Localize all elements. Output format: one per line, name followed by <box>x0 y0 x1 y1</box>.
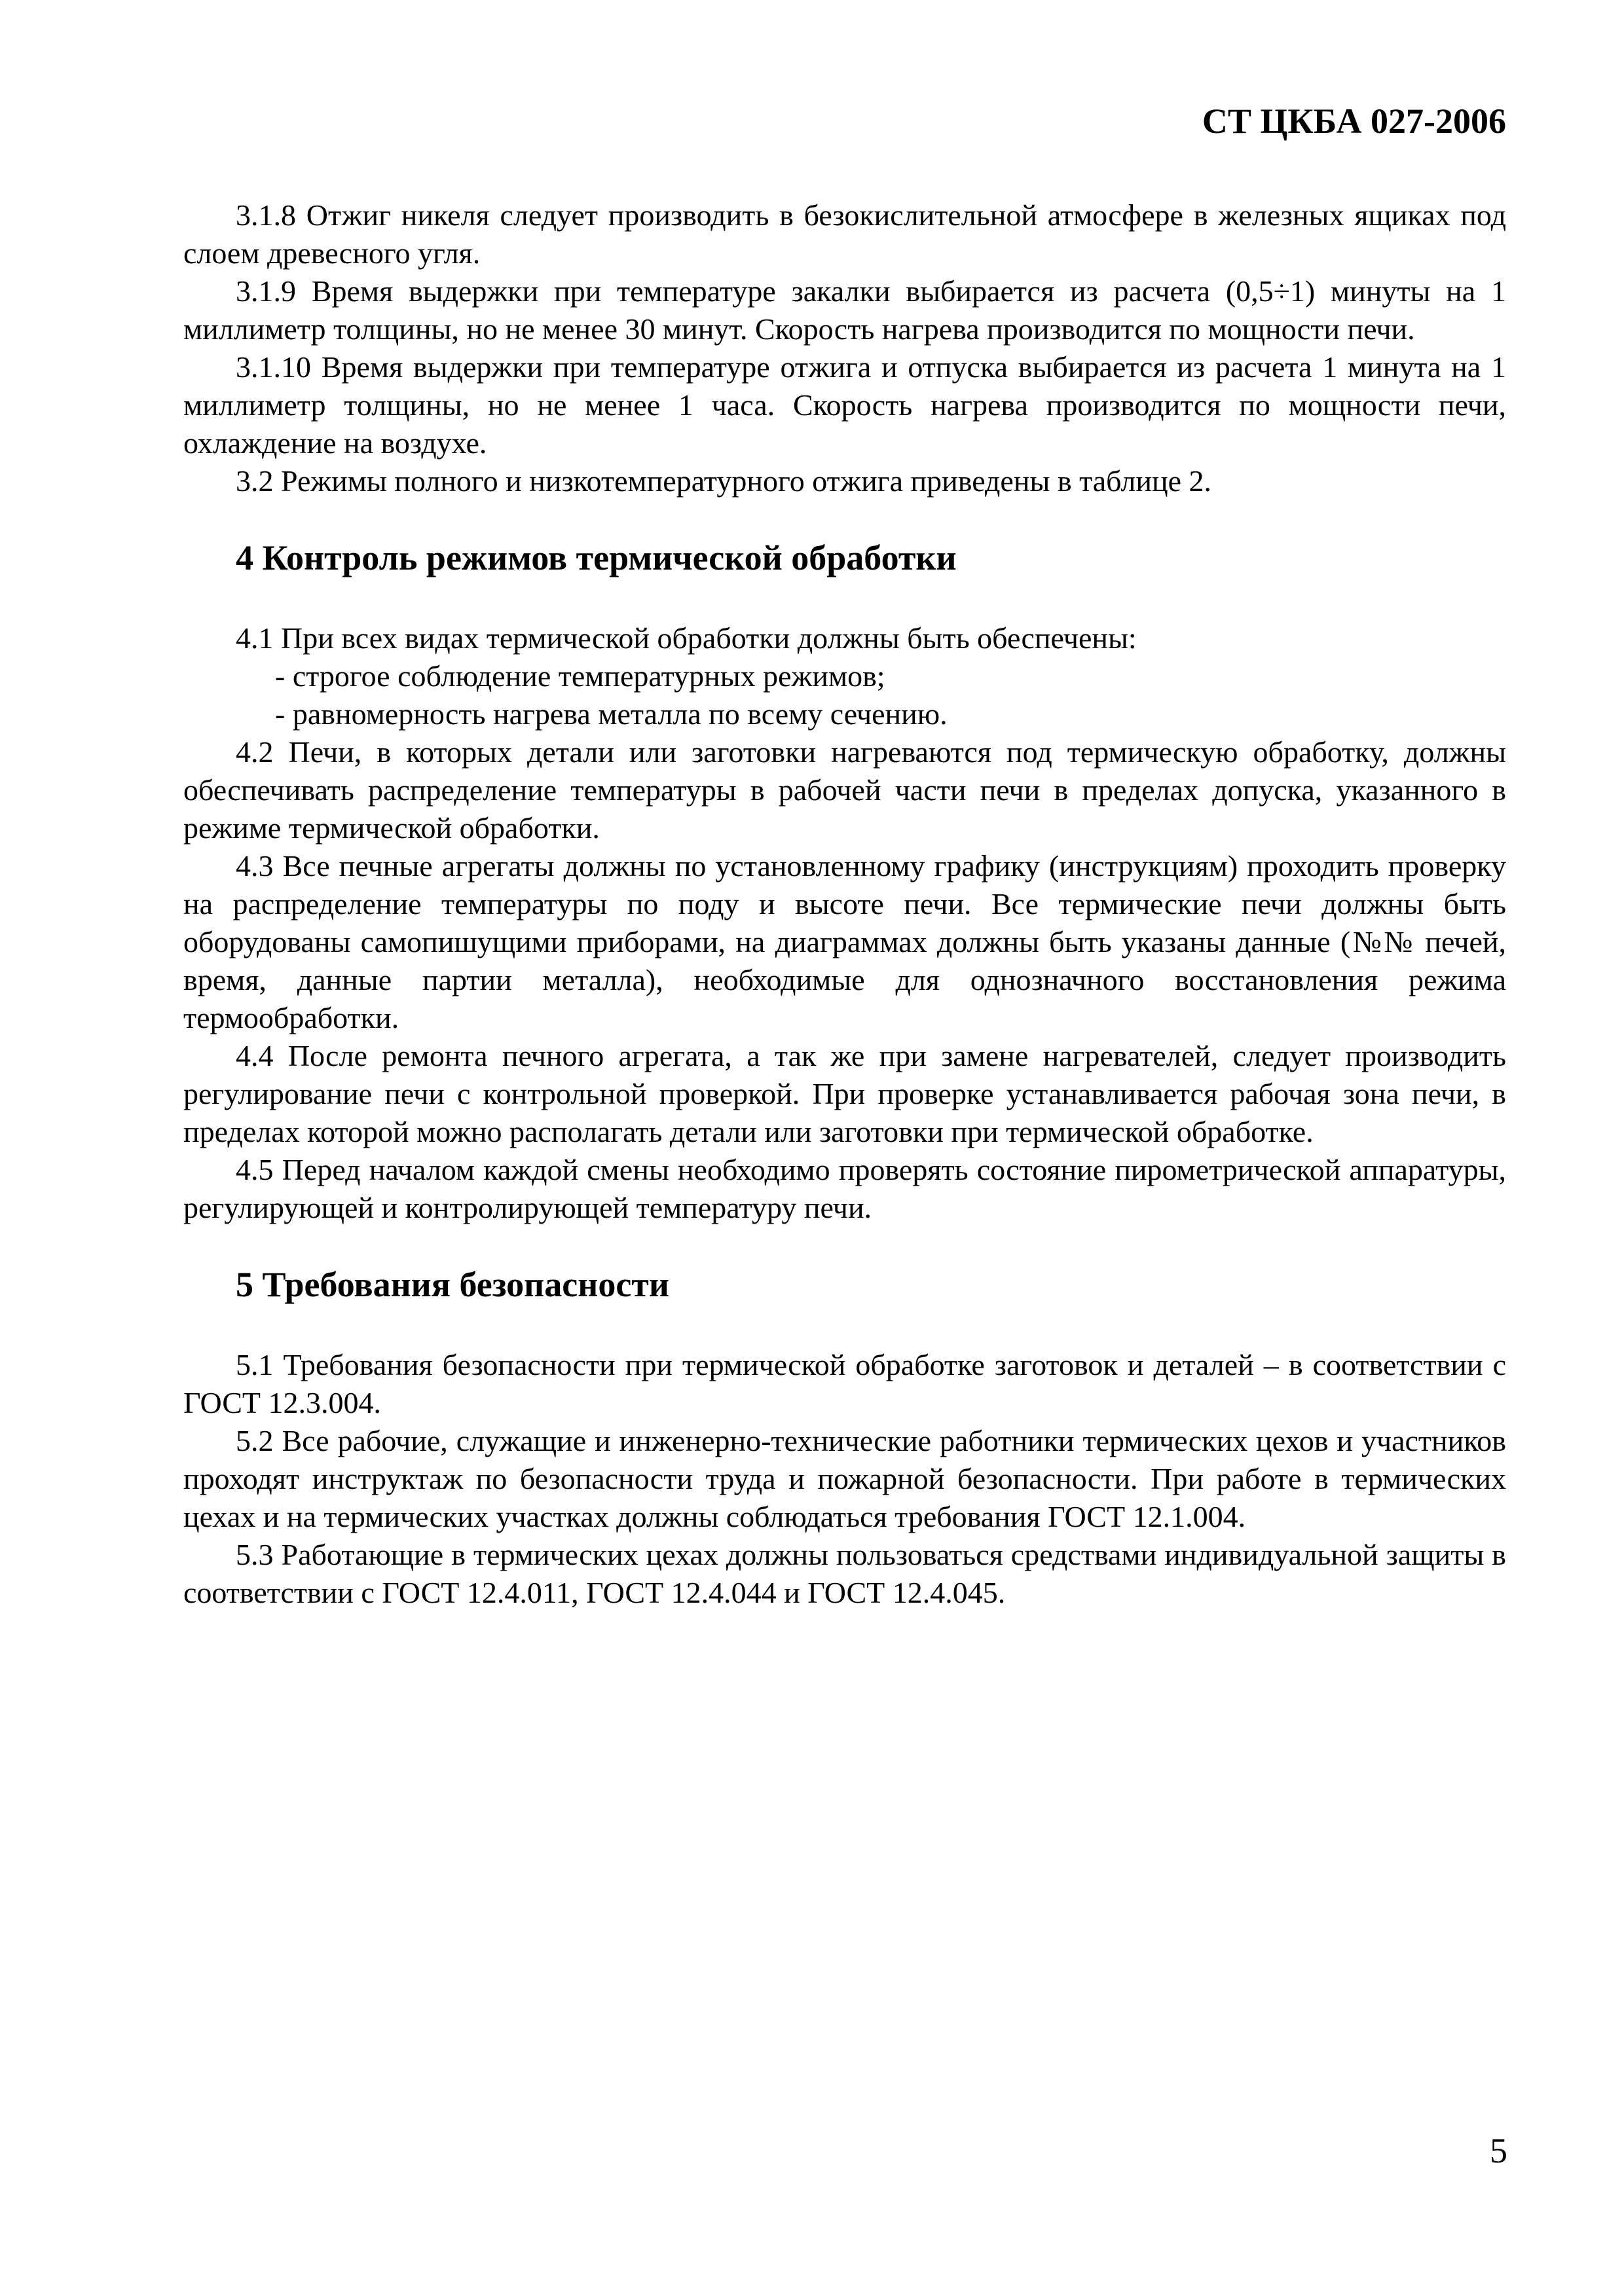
paragraph-4-1: 4.1 При всех видах термической обработки должны быть обеспечены: <box>236 621 1137 655</box>
document-body <box>183 196 1506 1612</box>
paragraph-3-1-10: 3.1.10 Время выдержки при температуре отжига и отпуска выбирается из расчета 1 минута на 1 миллиметр толщины, но не менее 1 часа. Скорость нагрева производится по мощности печи, охлаждение на воздухе. <box>183 350 1506 460</box>
paragraph-5-2: 5.2 Все рабочие, служащие и инженерно-технические работники термических цехов и участников проходят инструктаж по безопасности труда и пожарной безопасности. При работе в термических цехах и на термических участках должны соблюдаться требования ГОСТ 12.1.004. <box>183 1424 1506 1533</box>
paragraph-4-3: 4.3 Все печные агрегаты должны по установленному графику (инструкциям) проходить проверку на распределение температуры по поду и высоте печи. Все термические печи должны быть оборудованы самопишущими приборами, на диаграммах должны быть указаны данные (№№ печей, время, данные партии металла), необходимые для однозначного восстановления режима термообработки. <box>183 849 1506 1034</box>
paragraph-4-5: 4.5 Перед началом каждой смены необходимо проверять состояние пирометрической аппаратуры, регулирующей и контролирующей температуру печи. <box>183 1153 1506 1224</box>
list-item: - строгое соблюдение температурных режимов; <box>275 659 885 693</box>
paragraph-5-3: 5.3 Работающие в термических цехах должны пользоваться средствами индивидуальной защиты в соответствии с ГОСТ 12.4.011, ГОСТ 12.4.044 и ГОСТ 12.4.045. <box>183 1538 1506 1609</box>
section-5-title: 5 Требования безопасности <box>236 1265 669 1304</box>
paragraph-3-1-8: 3.1.8 Отжиг никеля следует производить в безокислительной атмосфере в железных ящиках под слоем древесного угля. <box>183 198 1506 270</box>
paragraph-5-1: 5.1 Требования безопасности при термической обработке заготовок и деталей – в соответствии с ГОСТ 12.3.004. <box>183 1348 1506 1419</box>
paragraph-4-4: 4.4 После ремонта печного агрегата, а так же при замене нагревателей, следует производить регулирование печи с контрольной проверкой. При проверке устанавливается рабочая зона печи, в пределах которой можно располагать детали или заготовки при термической обработке. <box>183 1039 1506 1148</box>
paragraph-3-1-9: 3.1.9 Время выдержки при температуре закалки выбирается из расчета (0,5÷1) минуты на 1 миллиметр толщины, но не менее 30 минут. Скорость нагрева производится по мощности печи. <box>183 274 1506 346</box>
paragraph-4-2: 4.2 Печи, в которых детали или заготовки нагреваются под термическую обработку, должны обеспечивать распределение температуры в рабочей части печи в пределах допуска, указанного в режиме термической обработки. <box>183 735 1506 845</box>
paragraph-3-2: 3.2 Режимы полного и низкотемпературного отжига приведены в таблице 2. <box>236 464 1212 498</box>
document-code-header: СТ ЦКБА 027-2006 <box>1202 101 1506 141</box>
page-number: 5 <box>1490 2131 1507 2170</box>
section-4-title: 4 Контроль режимов термической обработки <box>236 538 957 577</box>
list-item: - равномерность нагрева металла по всему сечению. <box>275 697 948 731</box>
